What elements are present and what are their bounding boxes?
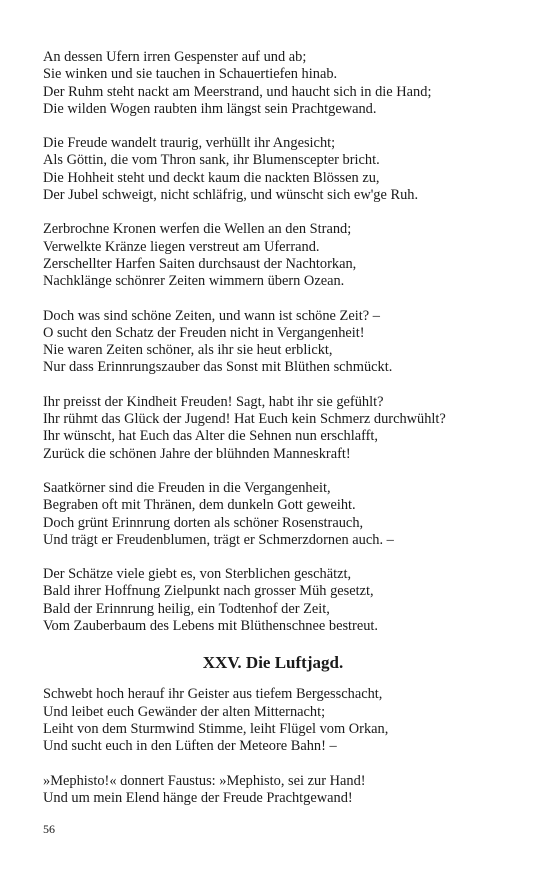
verse-line: Und trägt er Freudenblumen, trägt er Schmerzdornen auch. –: [43, 531, 394, 548]
poem-heading: XXV. Die Luftjagd.: [202, 653, 344, 673]
verse-line: Schwebt hoch herauf ihr Geister aus tiefem Bergesschacht,: [43, 686, 383, 703]
stanza: [43, 308, 523, 377]
verse-line: Doch was sind schöne Zeiten, und wann ist schöne Zeit? –: [43, 307, 380, 324]
verse-line: Zurück die schönen Jahre der blühnden Manneskraft!: [43, 445, 351, 462]
poem-continuation: [43, 49, 523, 635]
verse-line: Leiht von dem Sturmwind Stimme, leiht Flügel vom Orkan,: [43, 720, 389, 737]
verse-line: Nachklänge schönrer Zeiten wimmern übern Ozean.: [43, 273, 345, 290]
verse-line: Doch grünt Erinnrung dorten als schöner Rosenstrauch,: [43, 514, 364, 531]
verse-line: Vom Zauberbaum des Lebens mit Blüthenschnee bestreut.: [43, 618, 379, 635]
verse-line: Der Ruhm steht nackt am Meerstrand, und haucht sich in die Hand;: [43, 83, 432, 100]
verse-line: Ihr preisst der Kindheit Freuden! Sagt, habt ihr sie gefühlt?: [43, 393, 384, 410]
stanza: [43, 221, 523, 290]
verse-line: Saatkörner sind die Freuden in die Vergangenheit,: [43, 479, 331, 496]
stanza: [43, 686, 523, 755]
verse-line: Sie winken und sie tauchen in Schauertiefen hinab.: [43, 66, 338, 83]
verse-line: Die Freude wandelt traurig, verhüllt ihr Angesicht;: [43, 135, 336, 152]
verse-line: Zerschellter Harfen Saiten durchsaust der Nachtorkan,: [43, 255, 357, 272]
verse-line: Der Schätze viele giebt es, von Sterblichen geschätzt,: [43, 566, 352, 583]
stanza: [43, 480, 523, 549]
verse-line: Begraben oft mit Thränen, dem dunkeln Gott geweiht.: [43, 497, 356, 514]
page-number: 56: [43, 822, 55, 836]
verse-line: Nie waren Zeiten schöner, als ihr sie heut erblickt,: [43, 342, 333, 359]
verse-line: Und um mein Elend hänge der Freude Prachtgewand!: [43, 789, 353, 806]
verse-line: O sucht den Schatz der Freuden nicht in Vergangenheit!: [43, 324, 365, 341]
verse-line: Die Hohheit steht und deckt kaum die nackten Blössen zu,: [43, 169, 380, 186]
verse-line: Als Göttin, die vom Thron sank, ihr Blumenscepter bricht.: [43, 152, 380, 169]
poem-luftjagd: [43, 686, 523, 807]
verse-line: Nur dass Erinnrungszauber das Sonst mit Blüthen schmückt.: [43, 359, 393, 376]
page-body: [43, 49, 523, 824]
verse-line: Bald der Erinnrung heilig, ein Todtenhof der Zeit,: [43, 600, 330, 617]
verse-line: Ihr rühmt das Glück der Jugend! Hat Euch kein Schmerz durchwühlt?: [43, 411, 446, 428]
verse-line: Verwelkte Kränze liegen verstreut am Uferrand.: [43, 238, 320, 255]
verse-line: An dessen Ufern irren Gespenster auf und ab;: [43, 49, 307, 65]
stanza: [43, 394, 523, 463]
verse-line: »Mephisto!« donnert Faustus: »Mephisto, sei zur Hand!: [43, 772, 366, 789]
verse-line: Der Jubel schweigt, nicht schläfrig, und wünscht sich ew'ge Ruh.: [43, 187, 419, 204]
verse-line: Die wilden Wogen raubten ihm längst sein Prachtgewand.: [43, 100, 377, 117]
stanza: [43, 135, 523, 204]
verse-line: Ihr wünscht, hat Euch das Alter die Sehnen nun erschlafft,: [43, 428, 379, 445]
verse-line: Bald ihrer Hoffnung Zielpunkt nach grosser Müh gesetzt,: [43, 583, 374, 600]
stanza: [43, 773, 523, 808]
verse-line: Zerbrochne Kronen werfen die Wellen an den Strand;: [43, 221, 352, 238]
stanza: [43, 49, 523, 118]
stanza: [43, 566, 523, 635]
verse-line: Und leibet euch Gewänder der alten Mitternacht;: [43, 703, 326, 720]
verse-line: Und sucht euch in den Lüften der Meteore Bahn! –: [43, 738, 337, 755]
